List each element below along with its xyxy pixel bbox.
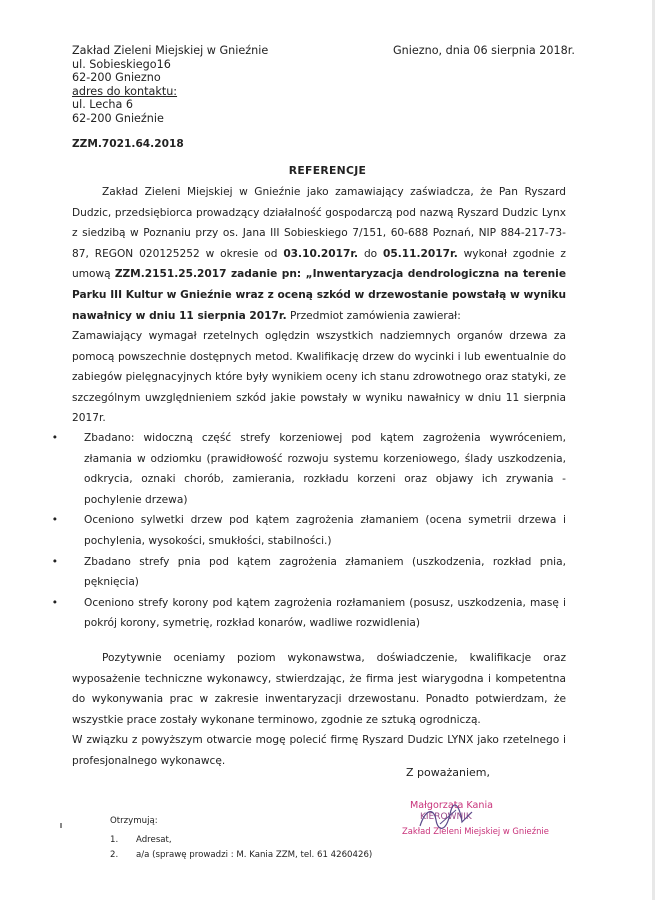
contract-title: ZZM.2151.25.2017 zadanie pn: „Inwentaryzacja dendrologiczna na terenie Parku III Kultur w Gnieźnie wraz z oceną szkód w drzewostanie powstałą w wyniku nawałnicy w dniu 11 sierpnia 2017r. — [72, 268, 567, 322]
letter-date: Gniezno, dnia 06 sierpnia 2018r. — [393, 44, 575, 57]
bullet-icon — [14, 428, 72, 449]
intro-text-1: Zakład Zieleni Miejskiej w Gnieźnie jako zamawiający zaświadcza, że Pan Ryszard Dudzic, przedsiębiorca prowadzący działalność gospodarczą pod nazwą Ryszard Dudzic Lynx z siedzibą w Poznaniu przy os. Jana III Sobieskiego 7/151, 60-688 Poznań, NIP 884-217-73-87, REGON 020125252 w okresie od — [72, 186, 566, 260]
intro-text-2: do — [358, 247, 384, 260]
date-to: 05.11.2017r. — [383, 247, 458, 260]
sender-city: 62-200 Gniezno — [72, 71, 161, 85]
paragraph-requirements: Zamawiający wymagał rzetelnych oględzin wszystkich nadziemnych organów drzewa za pomocą powszechnie dostępnych metod. Kwalifikację drzew do wycinki i lub ewentualnie do zabiegów pielęgnacyjnych które były wynikiem oceny ich stanu zdrowotnego oraz statyki, ze szczególnym uwzględnieniem szkód jakie powstały w wyniku nawałnicy w dniu 11 sierpnia 2017r. — [72, 330, 566, 425]
document-title: REFERENCJE — [288, 164, 367, 177]
list-item: • Oceniono strefy korony pod kątem zagrożenia rozłamaniem (posusz, uszkodzenia, masę i pokrój korony, symetrię, rozkład konarów, wadliwe rozwidlenia) — [72, 593, 566, 634]
recipient-row: 1. Adresat, — [110, 835, 172, 845]
recipient-row: 2. a/a (sprawę prowadzi : M. Kania ZZM, tel. 61 4260426) — [110, 850, 373, 860]
bullet-icon — [14, 510, 72, 531]
stamp-name: Małgorzata Kania — [410, 800, 494, 811]
contact-label: adres do kontaktu: — [72, 84, 178, 98]
sender-address — [72, 44, 268, 126]
sender-street: ul. Sobieskiego16 — [72, 57, 171, 71]
bullet-icon — [14, 552, 72, 573]
paragraph-assessment — [72, 648, 566, 772]
list-item: • Oceniono sylwetki drzew pod kątem zagrożenia złamaniem (ocena symetrii drzewa i pochylenia, wysokości, smukłości, stabilności.) — [72, 510, 566, 551]
recommendation-text: W związku z powyższym otwarcie mogę polecić firmę Ryszard Dudzic LYNX jako rzetelnego i profesjonalnego wykonawcę. — [72, 734, 566, 767]
reference-number: ZZM.7021.64.2018 — [72, 138, 184, 150]
recipients-header: Otrzymują: — [110, 816, 158, 826]
scan-mark — [60, 823, 62, 828]
intro-text-3: wykonał zgodnie z umową — [72, 247, 566, 281]
list-item: • Zbadano strefy pnia pod kątem zagrożenia złamaniem (uszkodzenia, rozkład pnia, pęknięcia) — [72, 552, 566, 593]
closing-salutation: Z poważaniem, — [406, 766, 491, 779]
intro-text-4: Przedmiot zamówienia zawierał: — [286, 309, 461, 322]
stamp-org: Zakład Zieleni Miejskiej w Gnieźnie — [402, 826, 549, 836]
stamp-role: KIEROWNIK — [420, 812, 472, 822]
contact-city: 62-200 Gnieźnie — [72, 111, 164, 125]
bullet-icon — [14, 593, 72, 614]
recipients-list — [110, 814, 372, 863]
handwritten-signature-icon — [416, 804, 476, 834]
signature-stamp — [396, 800, 549, 844]
sender-org: Zakład Zieleni Miejskiej w Gnieźnie — [72, 44, 269, 57]
paragraph-intro — [72, 182, 566, 326]
list-item: • Zbadano: widoczną część strefy korzeniowej pod kątem zagrożenia wywróceniem, złamania w odziomku (prawidłowość rozwoju systemu korzeniowego, ślady uszkodzenia, odkrycia, oznaki chorób, zamierania, rozkładu korzeni oraz objawy ich zrywania - pochylenie drzewa) — [72, 428, 566, 510]
contact-street: ul. Lecha 6 — [72, 98, 134, 112]
scope-list — [72, 428, 566, 634]
assessment-text: Pozytywnie oceniamy poziom wykonawstwa, doświadczenie, kwalifikacje oraz wyposażenie techniczne wykonawcy, stwierdzając, że firma jest wiarygodna i kompetentna do wykonywania prac w zakresie inwentaryzacji drzewostanu. Ponadto potwierdzam, że wszystkie prace zostały wykonane terminowo, zgodnie ze sztuką ogrodniczą. — [72, 652, 566, 726]
date-from: 03.10.2017r. — [283, 247, 359, 260]
